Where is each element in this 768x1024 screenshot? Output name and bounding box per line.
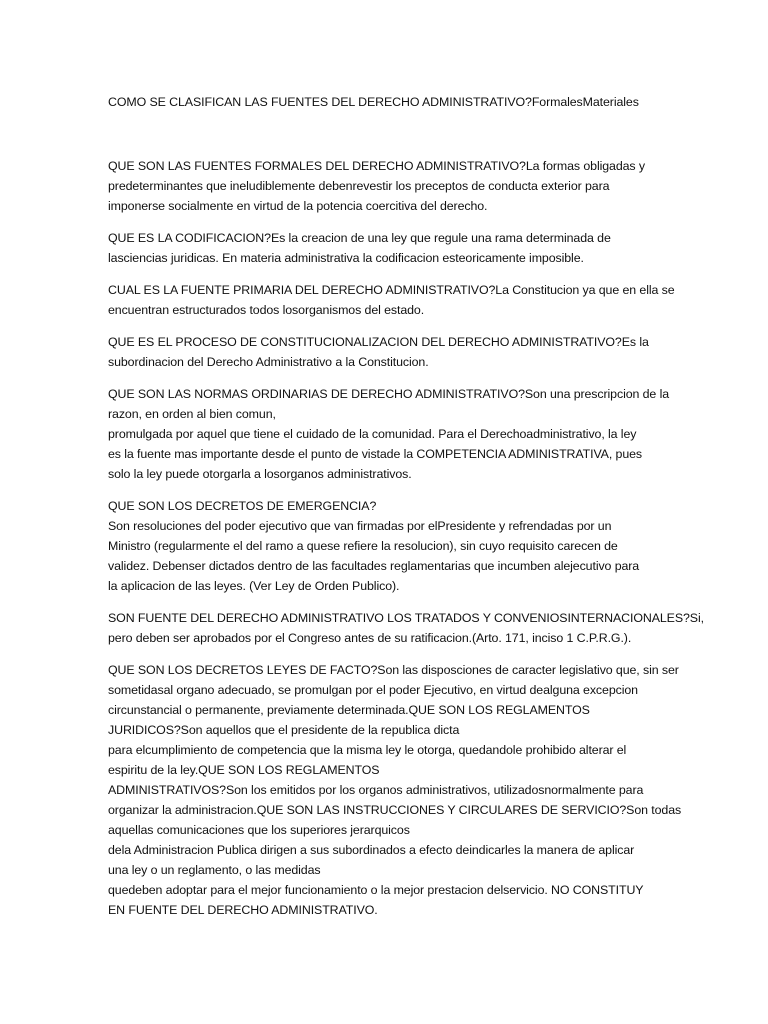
text-line: la aplicacion de las leyes. (Ver Ley de Orden Publico).: [108, 579, 400, 593]
text-line: quedeben adoptar para el mejor funcionamiento o la mejor prestacion delservicio. NO CONSTITUY: [108, 883, 644, 897]
text-line: razon, en orden al bien comun,: [108, 407, 276, 421]
paragraph: [108, 608, 704, 648]
text-line: lasciencias juridicas. En materia administrativa la codificacion esteoricamente imposible.: [108, 251, 584, 265]
text-line: promulgada por aquel que tiene el cuidado de la comunidad. Para el Derechoadministrativo, la ley: [108, 427, 637, 441]
paragraph: [108, 332, 668, 372]
text-line: espiritu de la ley.QUE SON LOS REGLAMENTOS: [108, 763, 380, 777]
text-line: encuentran estructurados todos losorganismos del estado.: [108, 303, 425, 317]
text-line: QUE SON LOS DECRETOS DE EMERGENCIA?: [108, 499, 377, 513]
text-line: una ley o un reglamento, o las medidas: [108, 863, 321, 877]
text-line: Ministro (regularmente el del ramo a quese refiere la resolucion), sin cuyo requisito carecen de: [108, 539, 618, 553]
text-line: pero deben ser aprobados por el Congreso antes de su ratificacion.(Arto. 171, inciso 1 C.P.R.G.).: [108, 631, 632, 645]
text-line: CUAL ES LA FUENTE PRIMARIA DEL DERECHO ADMINISTRATIVO?La Constitucion ya que en ella se: [108, 283, 675, 297]
paragraph: [108, 280, 675, 320]
text-line: QUE SON LAS NORMAS ORDINARIAS DE DERECHO ADMINISTRATIVO?Son una prescripcion de la: [108, 387, 670, 401]
text-line: JURIDICOS?Son aquellos que el presidente de la republica dicta: [108, 723, 460, 737]
text-line: dela Administracion Publica dirigen a sus subordinados a efecto deindicarles la manera de aplicar: [108, 843, 635, 857]
text-line: imponerse socialmente en virtud de la potencia coercitiva del derecho.: [108, 199, 488, 213]
text-line: sometidasal organo adecuado, se promulgan por el poder Ejecutivo, en virtud dealguna excepcion: [108, 683, 638, 697]
text-line: SON FUENTE DEL DERECHO ADMINISTRATIVO LOS TRATADOS Y CONVENIOSINTERNACIONALES?Si,: [108, 611, 704, 625]
paragraph: [108, 496, 668, 596]
text-line: EN FUENTE DEL DERECHO ADMINISTRATIVO.: [108, 903, 378, 917]
paragraph: [108, 228, 668, 268]
text-line: para elcumplimiento de competencia que la misma ley le otorga, quedandole prohibido alterar el: [108, 743, 627, 757]
text-line: solo la ley puede otorgarla a losorganos administrativos.: [108, 467, 412, 481]
text-line: validez. Debenser dictados dentro de las facultades reglamentarias que incumben alejecutivo para: [108, 559, 640, 573]
document-title: COMO SE CLASIFICAN LAS FUENTES DEL DERECHO ADMINISTRATIVO?FormalesMateriales: [108, 95, 639, 109]
document-body: [108, 156, 704, 932]
text-line: QUE SON LAS FUENTES FORMALES DEL DERECHO ADMINISTRATIVO?La formas obligadas y: [108, 159, 645, 173]
text-line: QUE SON LOS DECRETOS LEYES DE FACTO?Son las disposciones de caracter legislativo que, sin ser: [108, 663, 679, 677]
text-line: Son resoluciones del poder ejecutivo que van firmadas por elPresidente y refrendadas por un: [108, 519, 612, 533]
text-line: organizar la administracion.QUE SON LAS INSTRUCCIONES Y CIRCULARES DE SERVICIO?Son todas: [108, 803, 682, 817]
paragraph: [108, 384, 668, 484]
text-line: circunstancial o permanente, previamente determinada.QUE SON LOS REGLAMENTOS: [108, 703, 590, 717]
text-line: ADMINISTRATIVOS?Son los emitidos por los organos administrativos, utilizadosnormalmente para: [108, 783, 644, 797]
text-line: QUE ES EL PROCESO DE CONSTITUCIONALIZACION DEL DERECHO ADMINISTRATIVO?Es la: [108, 335, 649, 349]
paragraph: [108, 156, 668, 216]
text-line: predeterminantes que ineludiblemente debenrevestir los preceptos de conducta exterior para: [108, 179, 610, 193]
text-line: aquellas comunicaciones que los superiores jerarquicos: [108, 823, 410, 837]
paragraph: [108, 660, 682, 920]
text-line: subordinacion del Derecho Administrativo a la Constitucion.: [108, 355, 429, 369]
text-line: es la fuente mas importante desde el punto de vistade la COMPETENCIA ADMINISTRATIVA, pues: [108, 447, 643, 461]
text-line: QUE ES LA CODIFICACION?Es la creacion de una ley que regule una rama determinada de: [108, 231, 611, 245]
